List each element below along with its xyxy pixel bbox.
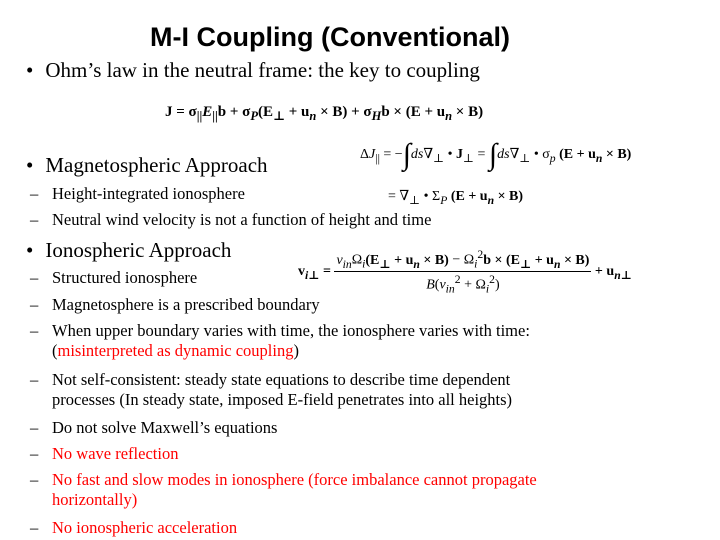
- magneto-item-text: Neutral wind velocity is not a function of height and time: [52, 210, 432, 229]
- paren-open: (: [52, 341, 58, 360]
- iono-item-text: Do not solve Maxwell’s equations: [52, 418, 278, 437]
- iono-item-text: Not self-consistent: steady state equations to describe time dependent: [52, 370, 511, 389]
- bullet-magnetospheric-text: Magnetospheric Approach: [45, 153, 268, 177]
- bullet-symbol: •: [26, 238, 34, 262]
- bullet-ionospheric: [26, 238, 231, 263]
- iono-item-upper-boundary: [30, 321, 530, 361]
- iono-item-text: No wave reflection: [52, 444, 179, 463]
- dash-marker: –: [30, 370, 39, 389]
- iono-item-text: Magnetosphere is a prescribed boundary: [52, 295, 320, 314]
- misinterpreted-highlight: misinterpreted as dynamic coupling: [57, 341, 294, 360]
- iono-item-text: No fast and slow modes in ionosphere (force imbalance cannot propagate: [52, 470, 537, 489]
- iono-item-text: Structured ionosphere: [52, 268, 198, 287]
- iono-item-text: When upper boundary varies with time, the ionosphere varies with time:: [52, 321, 530, 340]
- dash-marker: –: [30, 470, 39, 489]
- paren-close: ): [293, 341, 299, 360]
- iono-item-no-wave-reflection: [30, 444, 179, 464]
- dash-marker: –: [30, 444, 39, 463]
- dash-marker: –: [30, 184, 39, 203]
- iono-item-not-self-consistent: [30, 370, 513, 410]
- bullet-magnetospheric: [26, 153, 268, 178]
- bullet-ohms-law-text: Ohm’s law in the neutral frame: the key to coupling: [45, 58, 480, 82]
- dash-marker: –: [30, 418, 39, 437]
- iono-item-prescribed-boundary: [30, 295, 320, 315]
- magneto-item-text: Height-integrated ionosphere: [52, 184, 245, 203]
- iono-item-no-fast-slow-modes: [30, 470, 537, 510]
- ion-velocity-equation: $v_{i\perp}$ = $\frac{\nu_{in}\Omega_i(E_\perp + u_n \times B) - \Omega_i^2b \times (E_\perp + u_n \times B)}{B(\nu_{in}^2 + \Omega_i^2)}$ + $u_{n\perp}$: [298, 248, 632, 296]
- iono-item-structured: [30, 268, 198, 288]
- current-continuity-equation: $\Delta J_{||} = -\int ds\nabla_\perp$ • $J_\perp = \int ds\nabla_\perp$ • $\sigma_p$ $(E + u_n \times B)$: [360, 138, 632, 171]
- iono-item-text-continued: processes (In steady state, imposed E-field penetrates into all heights): [52, 390, 513, 409]
- slide-title: M-I Coupling (Conventional): [150, 22, 510, 52]
- dash-marker: –: [30, 295, 39, 314]
- iono-item-text: No ionospheric acceleration: [52, 518, 238, 537]
- iono-item-maxwell: [30, 418, 278, 438]
- bullet-symbol: •: [26, 58, 34, 82]
- magneto-item-height-integrated: [30, 184, 245, 204]
- iono-item-no-acceleration: [30, 518, 238, 538]
- dash-marker: –: [30, 268, 39, 287]
- magneto-item-neutral-wind: [30, 210, 432, 230]
- ohms-law-equation: $J = \sigma_{||}E_{||}b + \sigma_P(E_\perp + u_n \times B) + \sigma_Hb \times (E + u_n \times B)$: [165, 104, 484, 123]
- dash-marker: –: [30, 518, 39, 537]
- bullet-ionospheric-text: Ionospheric Approach: [45, 238, 232, 262]
- bullet-symbol: •: [26, 153, 34, 177]
- height-integrated-equation: = $\nabla_\perp$ • $\Sigma_P$ $(E + u_n \times B)$: [388, 189, 524, 207]
- dash-marker: –: [30, 210, 39, 229]
- bullet-ohms-law: [26, 58, 480, 83]
- dash-marker: –: [30, 321, 39, 340]
- iono-item-text-continued: horizontally): [52, 490, 138, 509]
